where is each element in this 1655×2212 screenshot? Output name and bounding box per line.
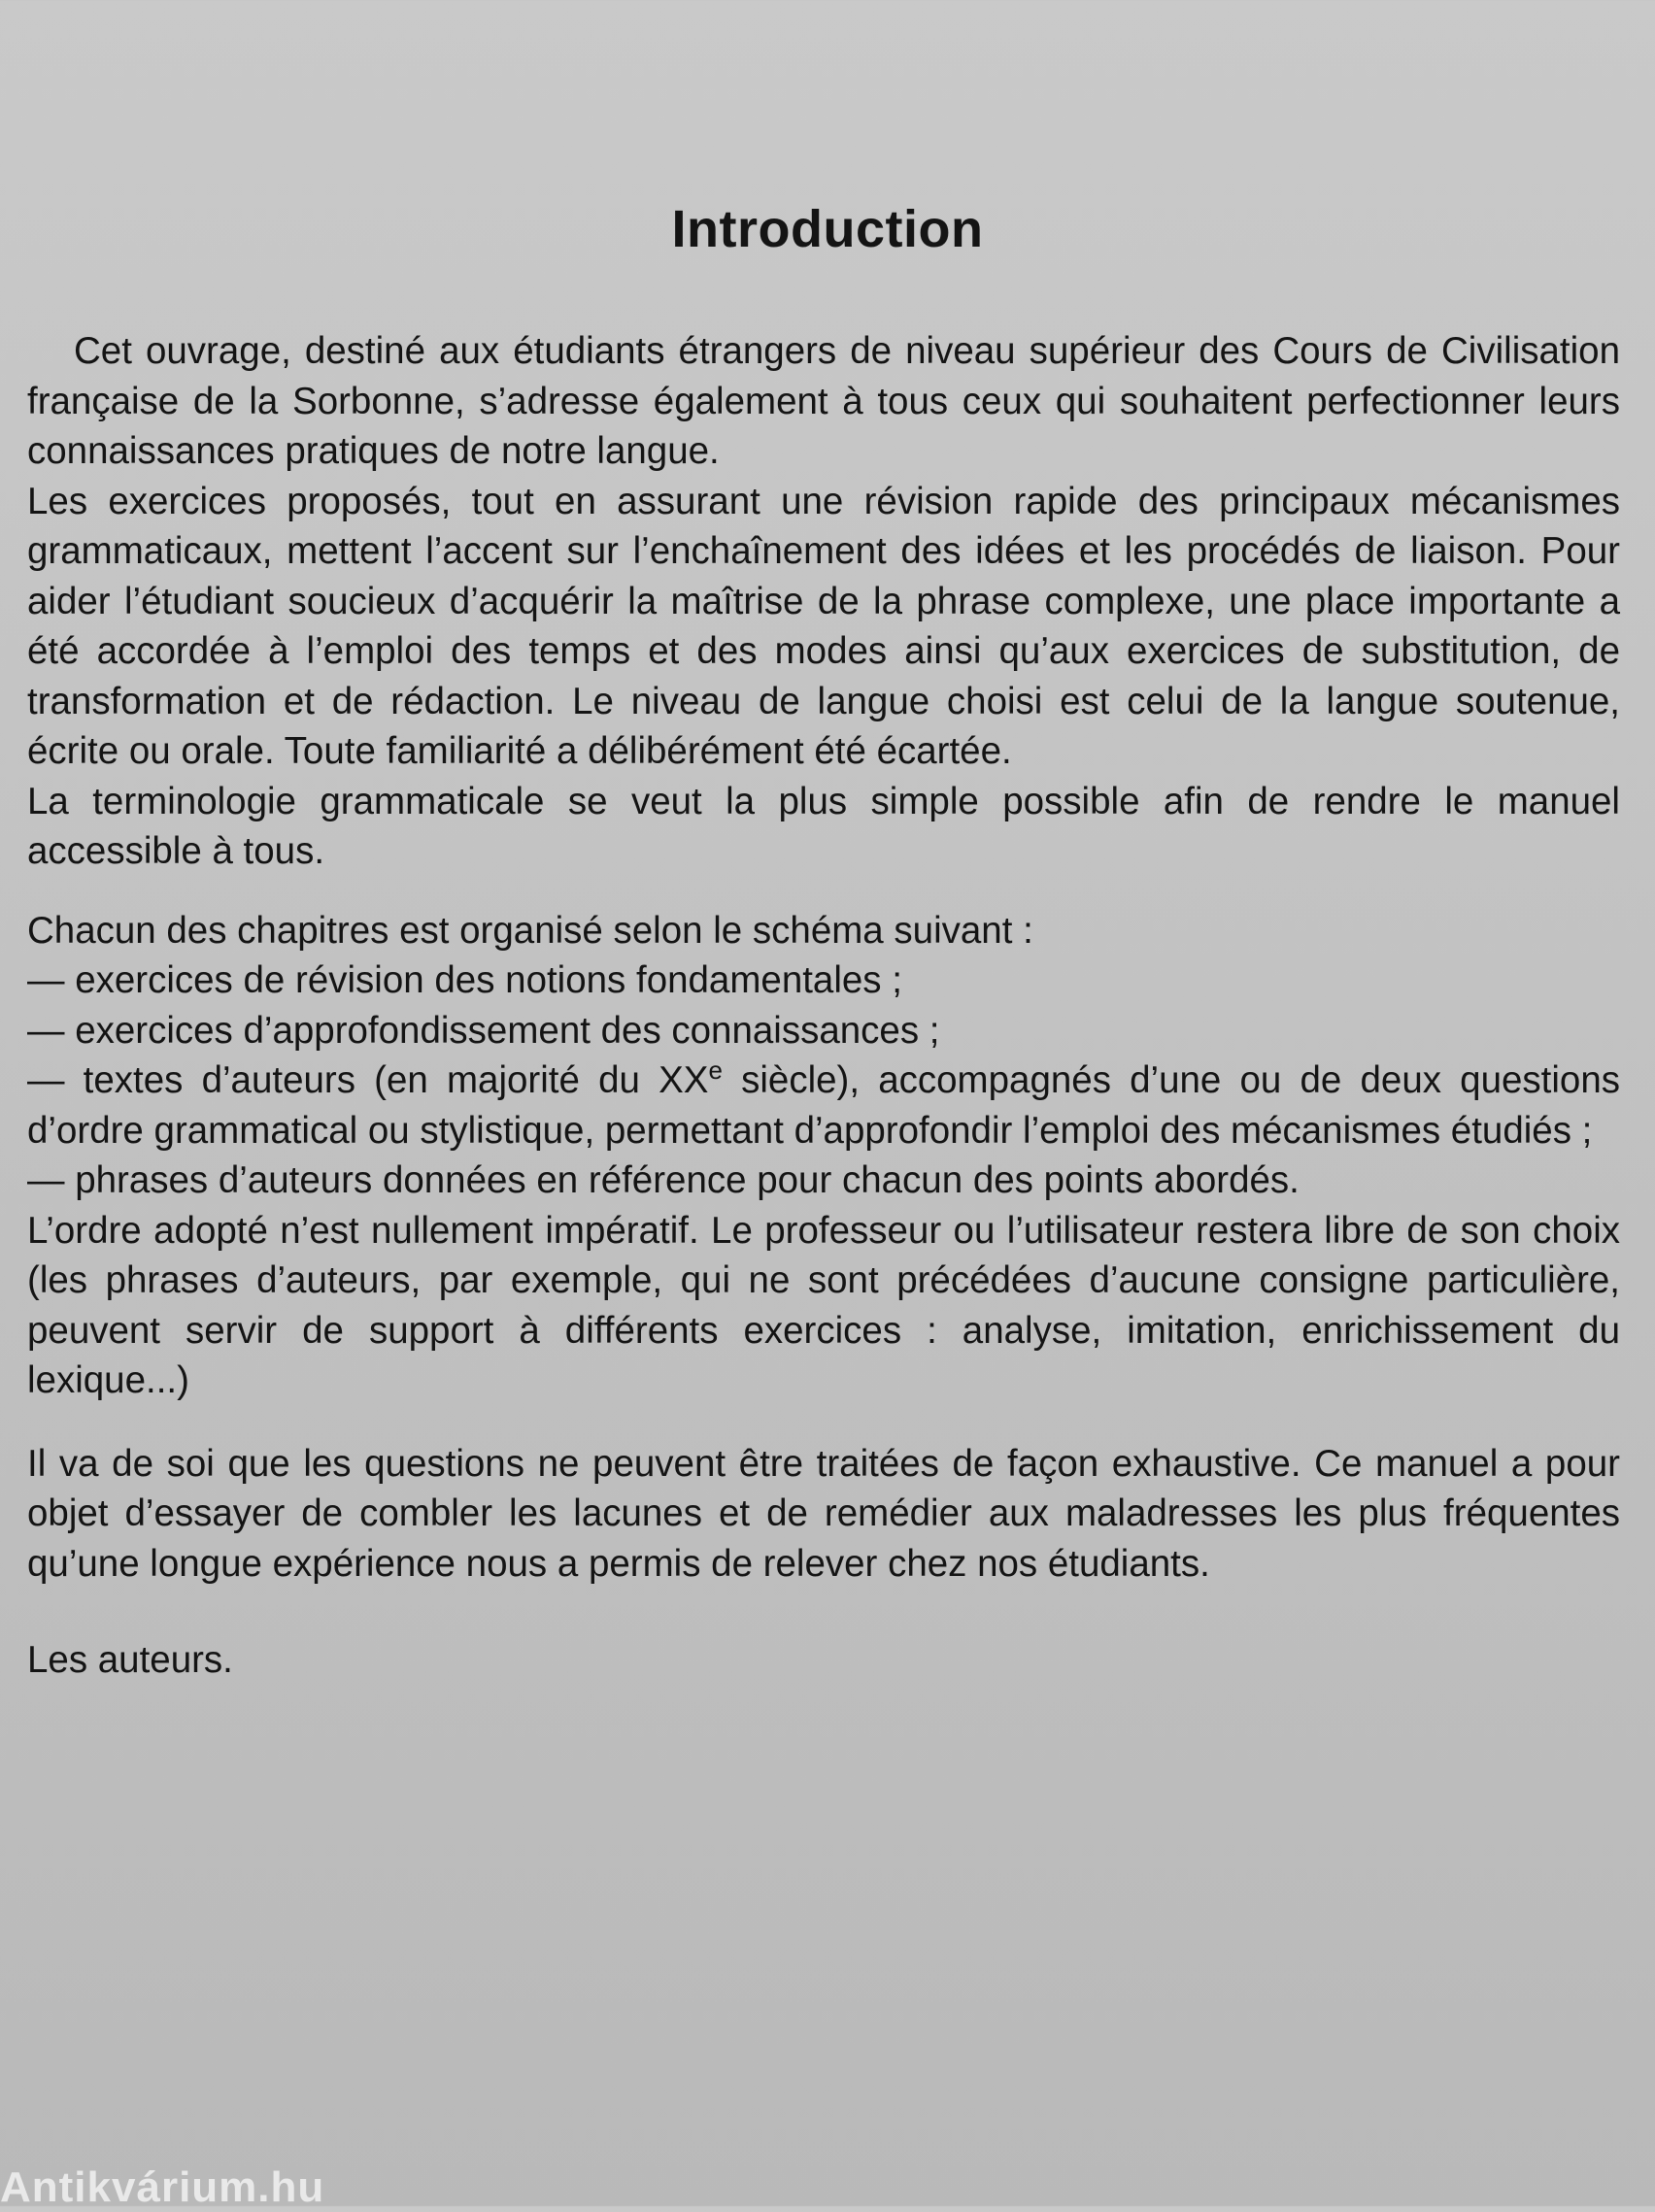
list-item-text: — textes d’auteurs (en majorité du XX bbox=[27, 1059, 709, 1101]
watermark: Antikvárium.hu bbox=[0, 2163, 325, 2211]
introduction-body bbox=[27, 326, 1620, 1686]
paragraph-chapter-scheme: Chacun des chapitres est organisé selon le schéma suivant : bbox=[27, 909, 1033, 952]
paragraph-purpose: Cet ouvrage, destiné aux étudiants étrangers de niveau supérieur des Cours de Civilisation française de la Sorbonne, s’adresse également à tous ceux qui souhaitent perfectionner leurs connaissances pratiques de notre langue. bbox=[27, 330, 1620, 472]
list-item: — phrases d’auteurs données en référence pour chacun des points abordés. bbox=[27, 1159, 1300, 1201]
paragraph-terminology: La terminologie grammaticale se veut la plus simple possible afin de rendre le manuel accessible à tous. bbox=[27, 780, 1620, 872]
century-superscript: e bbox=[708, 1056, 723, 1086]
list-item: — exercices d’approfondissement des connaissances ; bbox=[27, 1009, 940, 1052]
page-title: Introduction bbox=[671, 200, 984, 258]
list-item-text-continued: siècle), accompagnés d’une ou de deux questions d’ordre grammatical ou stylistique, permettant d’approfondir l’emploi des mécanismes étudiés ; bbox=[27, 1059, 1620, 1152]
paragraph-conclusion: Il va de soi que les questions ne peuvent être traitées de façon exhaustive. Ce manuel a pour objet d’essayer de combler les lacunes et de remédier aux maladresses les plus fréquentes qu’une longue expérience nous a permis de relever chez nos étudiants. bbox=[27, 1442, 1620, 1585]
signature: Les auteurs. bbox=[27, 1639, 233, 1681]
list-item bbox=[27, 1056, 1620, 1156]
paragraph-exercises: Les exercices proposés, tout en assurant une révision rapide des principaux mécanismes grammaticaux, mettent l’accent sur l’enchaînement des idées et les procédés de liaison. Pour aider l’étudiant soucieux d’acquérir la maîtrise de la phrase complexe, une place importante a été accordée à l’emploi des temps et des modes ainsi qu’aux exercices de substitution, de transformation et de rédaction. Le niveau de langue choisi est celui de la langue soutenue, écrite ou orale. Toute familiarité a délibérément été écartée. bbox=[27, 480, 1620, 772]
paragraph-order: L’ordre adopté n’est nullement impératif. Le professeur ou l’utilisateur restera libre de son choix (les phrases d’auteurs, par exemple, qui ne sont précédées d’aucune consigne particulière, peuvent servir de support à différents exercices : analyse, imitation, enrichissement du lexique...) bbox=[27, 1209, 1620, 1401]
list-item: — exercices de révision des notions fondamentales ; bbox=[27, 959, 902, 1001]
